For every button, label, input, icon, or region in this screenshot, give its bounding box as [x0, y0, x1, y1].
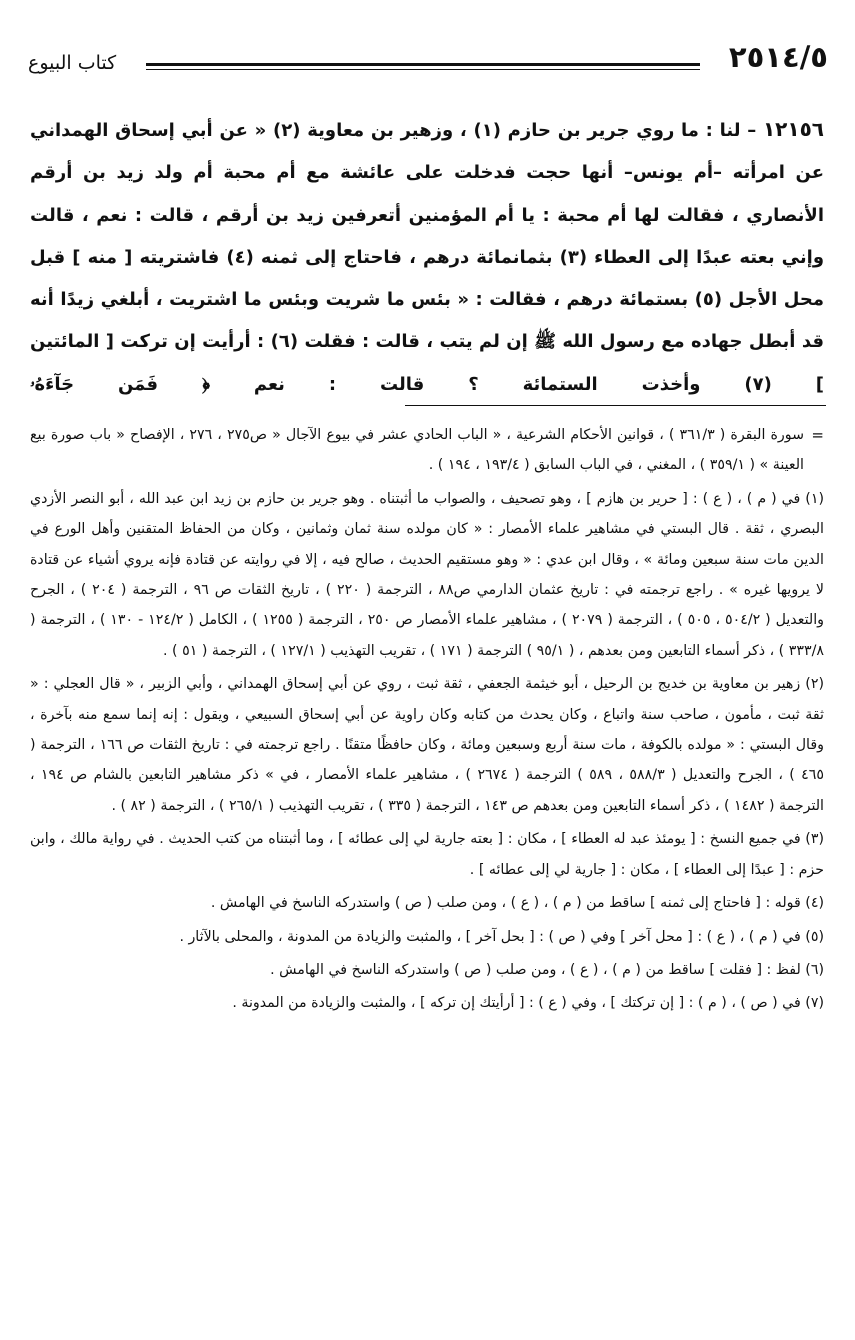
footnote-1: (١) في ( م ) ، ( ع ) : [ حرير بن هازم ] ، وهو تصحيف ، والصواب ما أثبتناه . وهو جرير بن حازم بن زيد ابن عبد الله ، أبو النصر الأزدي البصري ، ثقة . قال البستي في مشاهير علماء الأمصار : « كان مولده سنة ثمان وثمانين ، وكان من الحفاظ المتقنين وأهل الورع في الدين مات سنة سبعين ومائة » ، وقال ابن عدي : « وهو مستقيم الحديث ، صالح فيه ، إلا في روايته عن قتادة فإنه يروي أشياء عن قتادة لا يرويها غيره » . راجع ترجمته في : تاريخ عثمان الدارمي ص٨٨ ، الترجمة ( ٢٢٠ ) ، تاريخ الثقات ص ٩٦ ، الترجمة ( ٢٠٤ ) ، الجرح والتعديل ( ٥٠٤/٢ ، ٥٠٥ ) ، الترجمة ( ٢٠٧٩ ) ، مشاهير علماء الأمصار ص ٢٥٠ ، الترجمة ( ١٢٥٥ ) ، الكامل ( ١٢٤/٢ - ١٣٠ ) ، الترجمة ( ٣٣٣/٨ ) ، ذكر أسماء التابعين ومن بعدهم ، ( ٩٥/١ ) الترجمة ( ١٧١ ) ، تقريب التهذيب ( ١٢٧/١ ) ، الترجمة ( ٥١ ) . — [30, 490, 824, 659]
main-text — [30, 108, 824, 406]
page-number: ٢٥١٤/٥ — [728, 40, 828, 74]
footnote-2: (٢) زهير بن معاوية بن خديج بن الرحيل ، أبو خيثمة الجعفي ، ثقة ثبت ، روي عن أبي إسحاق الهمداني ، وأبي الزبير ، « قال العجلي : « ثقة ثبت ، مأمون ، صاحب سنة واتباع ، وكان يحدث من كتابه وكان راوية عن أبي إسحاق السبيعي ، ويقول : إنه إنما سمع منه بآخرة ، وقال البستي : « مولده بالكوفة ، مات سنة أربع وسبعين ومائة ، وكان حافظًا متقنًا . راجع ترجمته في : تاريخ الثقات ص ١٦٦ ، الترجمة ( ٤٦٥ ) ، الجرح والتعديل ( ٥٨٨/٣ ، ٥٨٩ ) الترجمة ( ٢٦٧٤ ) ، مشاهير علماء الأمصار ، في » ذكر مشاهير التابعين بالشام ص ١٩٤ ، الترجمة ( ١٤٨٢ ) ، ذكر أسماء التابعين ومن بعدهم ص ١٤٣ ، الترجمة ( ٣٣٥ ) ، تقريب التهذيب ( ٢٦٥/١ ) ، الترجمة ( ٨٢ ) . — [30, 676, 825, 814]
footnote-continuation-text: سورة البقرة ( ٣٦١/٣ ) ، قوانين الأحكام الشرعية ، « الباب الحادي عشر في بيوع الآجال « ص٢٧٥ ، ٢٧٦ ، الإفصاح « باب صورة بيع العينة » ( ٣٥٩/١ ) ، المغني ، في الباب السابق ( ١٩٣/٤ ، ١٩٤ ) . — [30, 427, 804, 474]
footnotes — [30, 420, 824, 1022]
footnote-separator — [405, 405, 826, 406]
entry-body: – لنا : ما روي جرير بن حازم (١) ، وزهير بن معاوية (٢) « عن أبي إسحاق الهمداني عن امرأته –أم يونس– أنها حجت فدخلت على عائشة مع أم محبة أم ولد زيد بن أرقم الأنصاري ، فقالت لها أم محبة : يا أم المؤمنين أتعرفين زيد بن أرقم ، قالت : نعم ، قالت وإني بعته عبدًا إلى العطاء (٣) بثمانمائة درهم ، فاحتاج إلى ثمنه (٤) فاشتريته [ منه ] قبل محل الأجل (٥) بستمائة درهم ، فقالت : « بئس ما شريت وبئس ما اشتريت ، أبلغي زيدًا أنه قد أبطل جهاده مع رسول الله ﷺ إن لم يتب ، قالت : فقلت (٦) : أرأيت إن تركت [ المائتين ] (٧) وأخذت الستمائة ؟ قالت : نعم ﴿ فَمَن جَآءَهُۥ — [30, 120, 825, 395]
footnote-5: (٥) في ( م ) ، ( ع ) : [ محل آخر ] وفي ( ص ) : [ بحل آخر ] ، والمثبت والزيادة من المدونة ، والمحلى بالآثار . — [179, 928, 824, 945]
footnote-7: (٧) في ( ص ) ، ( م ) : [ إن تركتك ] ، وفي ( ع ) : [ أرأيتك إن تركه ] ، والمثبت والزيادة من المدونة . — [232, 995, 824, 1012]
footnote-4: (٤) قوله : [ فاحتاج إلى ثمنه ] ساقط من ( م ) ، ( ع ) ، ومن صلب ( ص ) واستدركه الناسخ في الهامش . — [210, 895, 824, 912]
footnote-6: (٦) لفظ : [ فقلت ] ساقط من ( م ) ، ( ع ) ، ومن صلب ( ص ) واستدركه الناسخ في الهامش . — [270, 961, 824, 978]
entry-number: ١٢١٥٦ — [762, 117, 825, 141]
entry-paragraph — [30, 108, 824, 406]
footnote-continuation — [30, 420, 824, 481]
footnote-3: (٣) في جميع النسخ : [ يومئذ عبد له العطاء ] ، مكان : [ بعته جارية لي إلى عطائه ] ، وما أثبتناه من كتب الحديث . في رواية مالك ، وابن حزم : [ عبدًا إلى العطاء ] ، مكان : [ جارية لي إلى عطائه ] . — [30, 831, 824, 878]
book-title: كتاب البيوع — [28, 52, 117, 74]
header-rule — [146, 63, 700, 66]
header-rule-thin — [146, 69, 700, 70]
continuation-mark: = — [811, 426, 824, 444]
page-header — [28, 40, 828, 90]
